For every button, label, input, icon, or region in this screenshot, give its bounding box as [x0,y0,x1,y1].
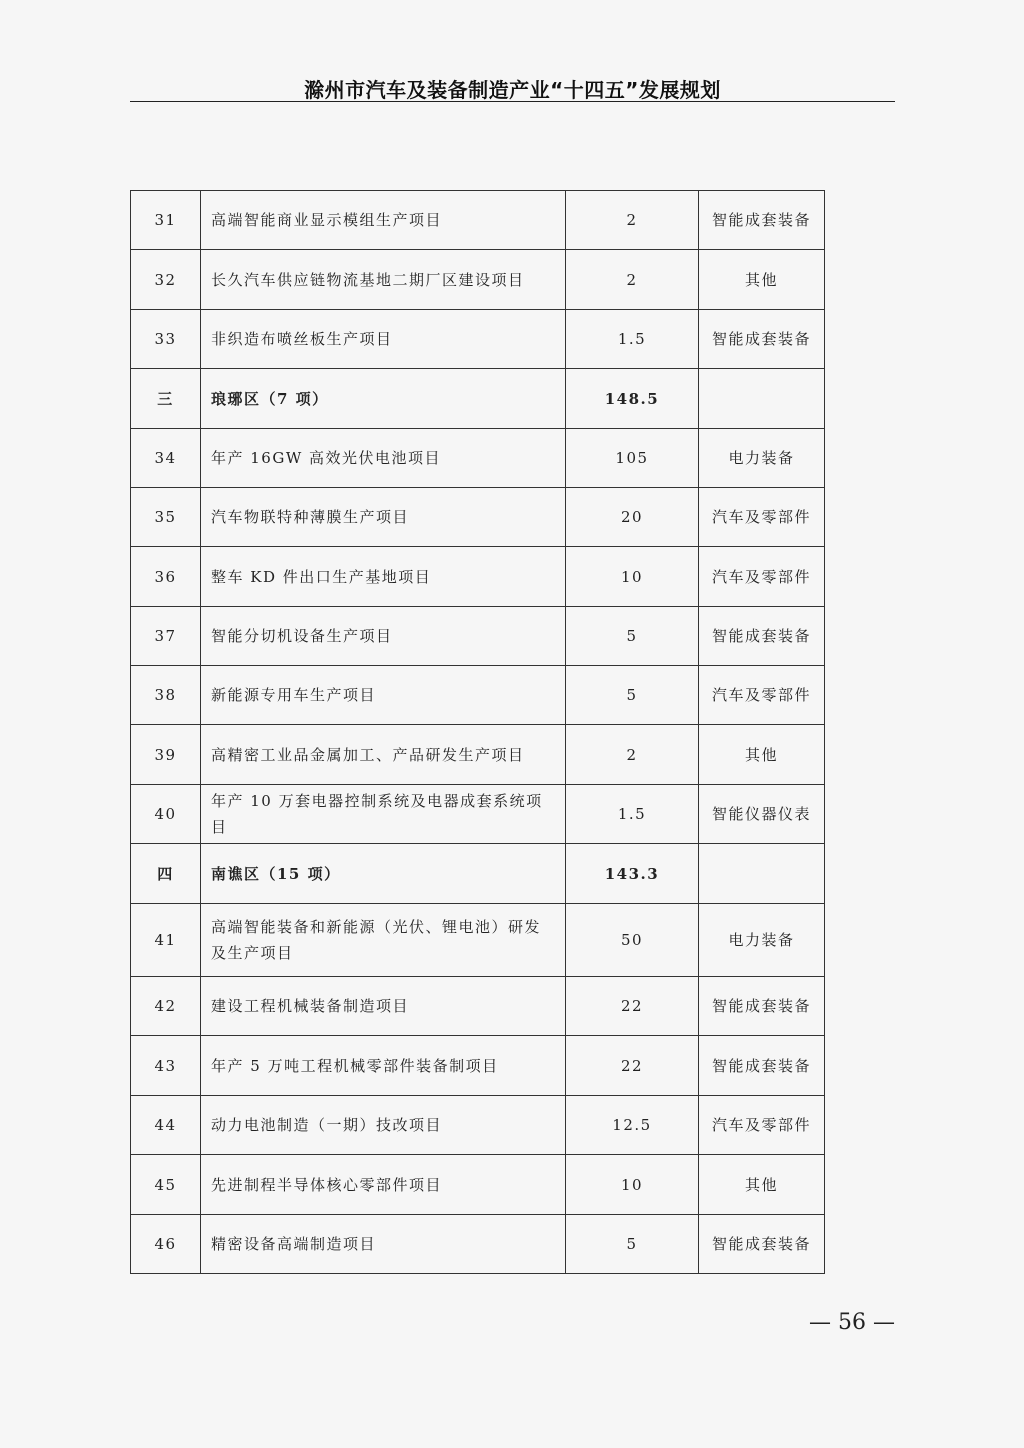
project-name-cell: 长久汽车供应链物流基地二期厂区建设项目 [201,250,566,310]
table-row [131,1215,825,1274]
section-row [131,844,825,904]
table-row [131,977,825,1036]
table-row [131,310,825,369]
row-number-cell: 37 [131,607,201,666]
industry-category-cell: 汽车及零部件 [699,666,825,725]
industry-category-cell: 智能成套装备 [699,607,825,666]
header-divider [130,101,895,102]
section-row [131,369,825,429]
investment-amount-cell: 2 [566,250,699,310]
row-number-cell: 41 [131,904,201,977]
row-number-cell: 45 [131,1155,201,1215]
industry-category-cell: 其他 [699,250,825,310]
project-name-cell: 非织造布喷丝板生产项目 [201,310,566,369]
project-name-cell: 年产 16GW 高效光伏电池项目 [201,429,566,488]
project-name-cell: 高端智能装备和新能源（光伏、锂电池）研发及生产项目 [201,904,566,977]
table-row [131,904,825,977]
investment-amount-cell: 22 [566,1036,699,1096]
industry-category-cell: 其他 [699,1155,825,1215]
project-name-cell: 精密设备高端制造项目 [201,1215,566,1274]
investment-amount-cell: 2 [566,191,699,250]
investment-amount-cell: 5 [566,666,699,725]
row-number-cell: 36 [131,547,201,607]
project-name-cell: 年产 10 万套电器控制系统及电器成套系统项目 [201,785,566,844]
table-row [131,607,825,666]
project-name-cell: 建设工程机械装备制造项目 [201,977,566,1036]
row-number-cell: 46 [131,1215,201,1274]
project-name-cell: 琅琊区（7 项） [201,369,566,429]
project-name-cell: 高精密工业品金属加工、产品研发生产项目 [201,725,566,785]
investment-amount-cell: 10 [566,1155,699,1215]
industry-category-cell: 智能成套装备 [699,977,825,1036]
industry-category-cell: 智能成套装备 [699,1036,825,1096]
table-row [131,488,825,547]
investment-amount-cell: 50 [566,904,699,977]
table-row [131,191,825,250]
table-row [131,725,825,785]
table-row [131,1155,825,1215]
industry-category-cell: 智能成套装备 [699,191,825,250]
project-name-cell: 先进制程半导体核心零部件项目 [201,1155,566,1215]
project-name-cell: 动力电池制造（一期）技改项目 [201,1096,566,1155]
row-number-cell: 32 [131,250,201,310]
project-name-cell: 南谯区（15 项） [201,844,566,904]
industry-category-cell: 汽车及零部件 [699,1096,825,1155]
row-number-cell: 35 [131,488,201,547]
row-number-cell: 40 [131,785,201,844]
row-number-cell: 33 [131,310,201,369]
row-number-cell: 31 [131,191,201,250]
investment-amount-cell: 148.5 [566,369,699,429]
industry-category-cell: 汽车及零部件 [699,547,825,607]
row-number-cell: 38 [131,666,201,725]
investment-amount-cell: 12.5 [566,1096,699,1155]
project-table-body [131,191,825,1274]
investment-amount-cell: 143.3 [566,844,699,904]
investment-amount-cell: 10 [566,547,699,607]
project-name-cell: 汽车物联特种薄膜生产项目 [201,488,566,547]
row-number-cell: 四 [131,844,201,904]
industry-category-cell: 其他 [699,725,825,785]
row-number-cell: 42 [131,977,201,1036]
investment-amount-cell: 20 [566,488,699,547]
project-name-cell: 整车 KD 件出口生产基地项目 [201,547,566,607]
investment-amount-cell: 22 [566,977,699,1036]
industry-category-cell: 电力装备 [699,429,825,488]
project-name-cell: 高端智能商业显示模组生产项目 [201,191,566,250]
investment-amount-cell: 5 [566,1215,699,1274]
industry-category-cell: 智能成套装备 [699,1215,825,1274]
project-name-cell: 年产 5 万吨工程机械零部件装备制项目 [201,1036,566,1096]
row-number-cell: 43 [131,1036,201,1096]
table-row [131,666,825,725]
project-name-cell: 新能源专用车生产项目 [201,666,566,725]
page-number: — 56 — [809,1310,895,1335]
project-table [130,190,825,1274]
industry-category-cell: 汽车及零部件 [699,488,825,547]
row-number-cell: 39 [131,725,201,785]
investment-amount-cell: 5 [566,607,699,666]
row-number-cell: 三 [131,369,201,429]
table-row [131,1096,825,1155]
industry-category-cell [699,844,825,904]
industry-category-cell: 电力装备 [699,904,825,977]
table-row [131,429,825,488]
row-number-cell: 34 [131,429,201,488]
investment-amount-cell: 105 [566,429,699,488]
table-row [131,250,825,310]
investment-amount-cell: 1.5 [566,310,699,369]
table-row [131,1036,825,1096]
investment-amount-cell: 1.5 [566,785,699,844]
row-number-cell: 44 [131,1096,201,1155]
industry-category-cell: 智能仪器仪表 [699,785,825,844]
table-row [131,547,825,607]
industry-category-cell [699,369,825,429]
project-name-cell: 智能分切机设备生产项目 [201,607,566,666]
document-header-title: 滁州市汽车及装备制造产业“十四五”发展规划 [304,78,721,102]
industry-category-cell: 智能成套装备 [699,310,825,369]
investment-amount-cell: 2 [566,725,699,785]
table-row [131,785,825,844]
